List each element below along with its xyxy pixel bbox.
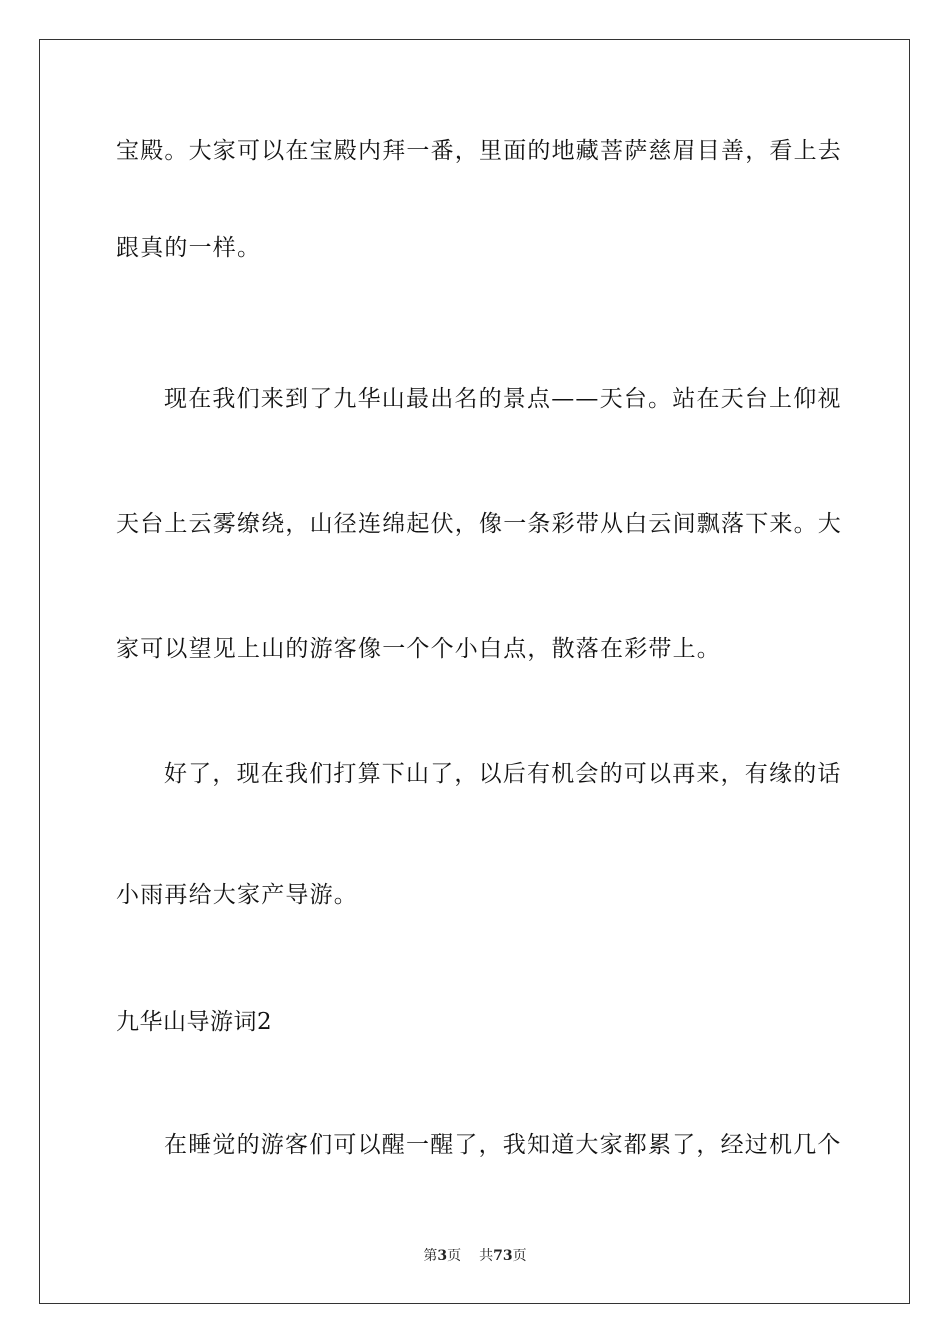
body-text-line: 宝殿。大家可以在宝殿内拜一番，里面的地藏菩萨慈眉目善，看上去 bbox=[116, 138, 842, 164]
page-prefix: 第 bbox=[423, 1248, 438, 1264]
body-text-line: 在睡觉的游客们可以醒一醒了，我知道大家都累了，经过机几个 bbox=[164, 1132, 842, 1158]
total-suffix: 页 bbox=[512, 1248, 527, 1264]
section-heading: 九华山导游词2 bbox=[116, 1009, 273, 1035]
page-border bbox=[39, 39, 910, 1304]
body-text-line: 家可以望见上山的游客像一个个小白点，散落在彩带上。 bbox=[116, 636, 721, 662]
page-suffix: 页 bbox=[447, 1248, 462, 1264]
total-pages: 73 bbox=[493, 1248, 513, 1264]
body-text-line: 跟真的一样。 bbox=[116, 235, 262, 261]
page-footer bbox=[0, 1247, 950, 1265]
total-prefix: 共 bbox=[479, 1248, 494, 1264]
body-text-line: 现在我们来到了九华山最出名的景点——天台。站在天台上仰视 bbox=[164, 386, 842, 412]
body-text-line: 小雨再给大家产导游。 bbox=[116, 882, 358, 908]
page-number: 3 bbox=[437, 1248, 448, 1264]
body-text-line: 天台上云雾缭绕，山径连绵起伏，像一条彩带从白云间飘落下来。大 bbox=[116, 511, 842, 537]
body-text-line: 好了，现在我们打算下山了，以后有机会的可以再来，有缘的话 bbox=[164, 761, 842, 787]
